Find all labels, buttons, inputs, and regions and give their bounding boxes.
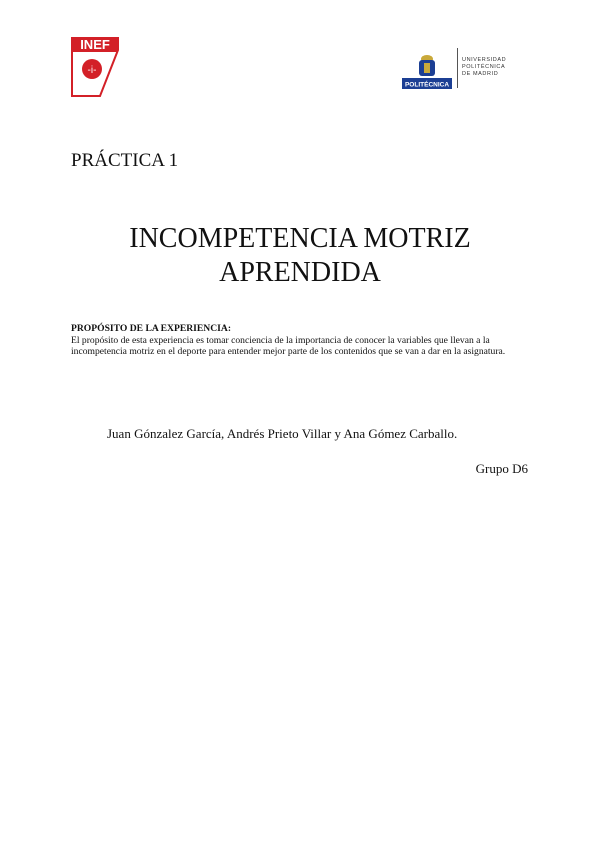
- upm-text-line-2: POLITÉCNICA: [462, 64, 506, 70]
- upm-text-line-1: UNIVERSIDAD: [462, 57, 507, 63]
- inef-logo: [70, 36, 120, 98]
- purpose-text: El propósito de esta experiencia es tomar conciencia de la importancia de conocer la variables que llevan a la incompetencia motriz en el deporte para entender mejor parte de los contenidos que se van a dar en la asignatura.: [71, 334, 506, 357]
- upm-crest-icon: [402, 46, 452, 90]
- upm-text-line-3: DE MADRID: [462, 71, 499, 77]
- document-title: [0, 222, 600, 290]
- inef-logo-text: INEF: [80, 37, 110, 52]
- upm-logo-text: [462, 57, 506, 78]
- title-line-1: INCOMPETENCIA MOTRIZ: [129, 223, 471, 254]
- svg-text:-i-: -i-: [87, 65, 97, 76]
- title-line-2: APRENDIDA: [219, 257, 381, 288]
- authors: Juan Gónzalez García, Andrés Prieto Villar y Ana Gómez Carballo.: [107, 426, 458, 441]
- inef-logo-icon: [70, 36, 120, 98]
- purpose-section: [71, 323, 531, 358]
- upm-crest-label: POLITÉCNICA: [404, 81, 450, 89]
- group-label: Grupo D6: [475, 461, 528, 476]
- upm-logo: [402, 46, 512, 90]
- practica-label: PRÁCTICA 1: [71, 150, 179, 171]
- upm-logo-divider: [457, 48, 458, 88]
- purpose-heading: PROPÓSITO DE LA EXPERIENCIA:: [71, 323, 232, 334]
